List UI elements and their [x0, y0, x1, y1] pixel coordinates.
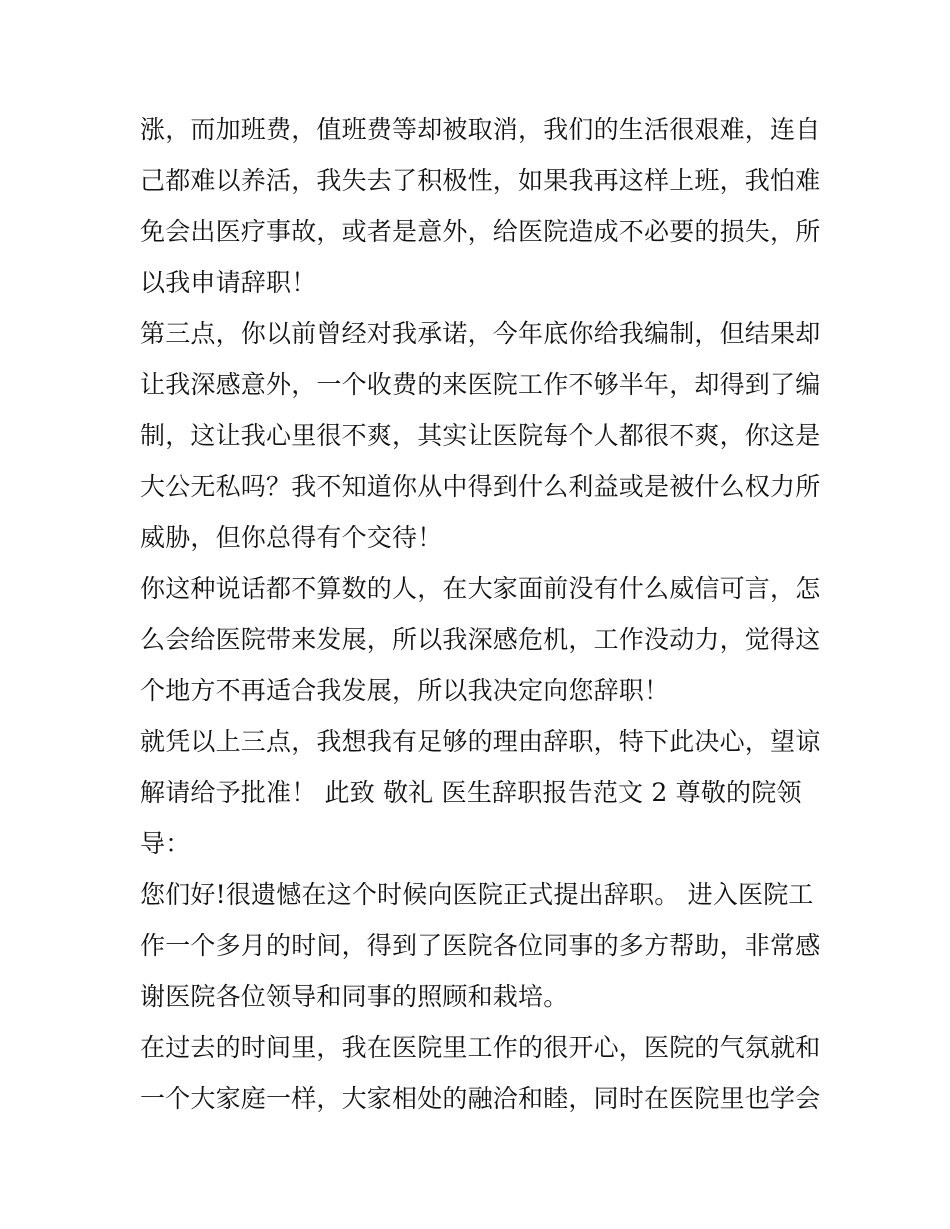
text-line: 以我申请辞职！: [140, 268, 317, 297]
text-line: 解请给予批准！ 此致 敬礼 医生辞职报告范文 2 尊敬的院领: [140, 778, 802, 807]
text-line: 在过去的时间里，我在医院里工作的很开心，医院的气氛就和: [140, 1033, 821, 1062]
text-line: 涨，而加班费，值班费等却被取消，我们的生活很艰难，连自: [140, 115, 821, 144]
text-line: 威胁，但你总得有个交待！: [140, 523, 443, 552]
text-line: 第三点，你以前曾经对我承诺，今年底你给我编制，但结果却: [140, 319, 821, 348]
text-line: 么会给医院带来发展，所以我深感危机，工作没动力，觉得这: [140, 625, 821, 654]
text-line: 免会出医疗事故，或者是意外，给医院造成不必要的损失，所: [140, 217, 821, 246]
text-line: 个地方不再适合我发展，所以我决定向您辞职！: [140, 676, 670, 705]
text-line: 让我深感意外，一个收费的来医院工作不够半年，却得到了编: [140, 370, 821, 399]
text-line: 大公无私吗？我不知道你从中得到什么利益或是被什么权力所: [140, 472, 821, 501]
text-line: 你这种说话都不算数的人，在大家面前没有什么威信可言，怎: [140, 574, 821, 603]
text-line: 作一个多月的时间，得到了医院各位同事的多方帮助，非常感: [140, 931, 821, 960]
text-line: 己都难以养活，我失去了积极性，如果我再这样上班，我怕难: [140, 166, 821, 195]
document-body: [140, 104, 820, 1124]
text-line: 谢医院各位领导和同事的照顾和栽培。: [140, 982, 569, 1011]
text-line: 导：: [140, 829, 191, 858]
text-line: 您们好!很遗憾在这个时候向医院正式提出辞职。 进入医院工: [140, 880, 814, 909]
text-line: 就凭以上三点，我想我有足够的理由辞职，特下此决心，望谅: [140, 727, 821, 756]
text-line: 一个大家庭一样，大家相处的融洽和睦，同时在医院里也学会: [140, 1084, 821, 1113]
text-line: 制，这让我心里很不爽，其实让医院每个人都很不爽，你这是: [140, 421, 821, 450]
